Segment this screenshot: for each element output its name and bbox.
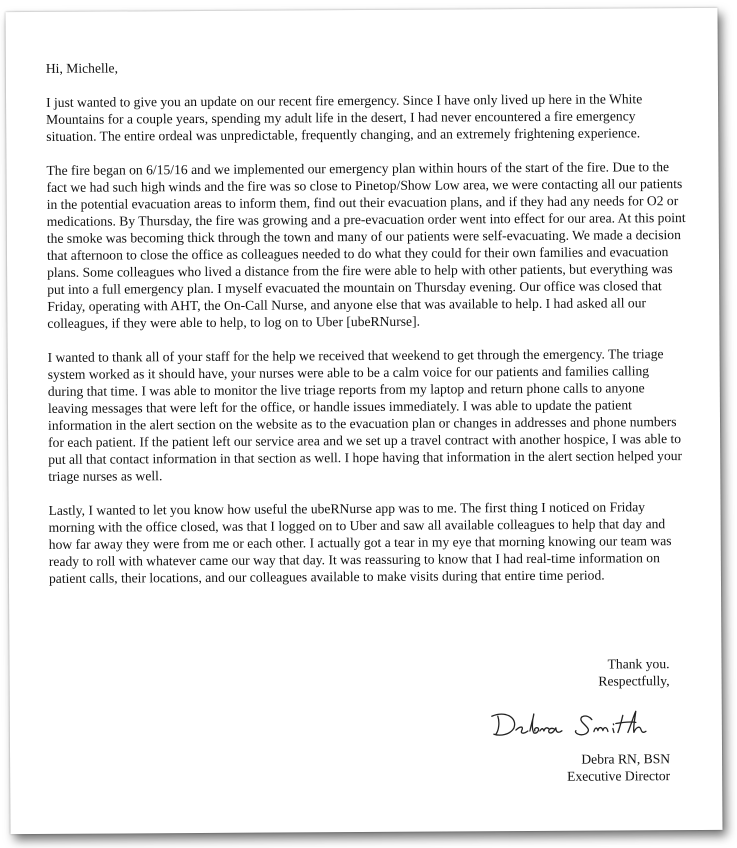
letter-body [46,56,689,604]
paragraph-fire-timeline: The fire began on 6/15/16 and we implemented our emergency plan within hours of the start of the fire. Due to the fact we had such high winds and the fire was so close to Pinetop/Show Low area, we were contacting all our patients in the potential evacuation areas to inform them, find out their evacuation plans, and if they had any needs for O2 or medications. By Thursday, the fire was growing and a pre-evacuation order went into effect for our area. At this point the smoke was becoming thick through the town and many of our patients were self-evacuating. We made a decision that afternoon to close the office as colleagues needed to do what they could for their own families and evacuation plans. Some colleagues who lived a distance from the fire were able to help with other patients, but everything was put into a full emergency plan. I myself evacuated the mountain on Thursday evening. Our office was closed that Friday, operating with AHT, the On-Call Nurse, and anyone else that was available to help. I had asked all our colleagues, if they were able to help, to log on to Uber [ubeRNurse]. [46,159,686,331]
signer-title: Executive Director [567,768,671,784]
paragraph-app-feedback: Lastly, I wanted to let you know how useful the ubeRNurse app was to me. The first thing I noticed on Friday morning with the office closed, was that I logged on to Uber and saw all available colleagues to help that day and how far away they were from me or each other. I actually got a tear in my eye that morning knowing our team was ready to roll with whatever came our way that day. It was reassuring to know that I had real-time information on patient calls, their locations, and our colleagues available to make visits during that entire time period. [48,499,672,586]
closing-respectfully: Respectfully, [598,673,670,689]
closing-thank-you: Thank you. [607,656,670,672]
signer-name: Debra RN, BSN [581,751,671,767]
letter-sheet [5,8,722,834]
paragraph-intro: I just wanted to give you an update on our recent fire emergency. Since I have only lived up here in the White Mountains for a couple years, spending my adult life in the desert, I had never encountered a fire emergency situation. The entire ordeal was unpredictable, frequently changing, and an extremely frightening experience. [46,91,643,144]
closing-block [598,655,669,689]
signature-block [567,750,670,785]
paragraph-thanks: I wanted to thank all of your staff for the help we received that weekend to get through the emergency. The triage system worked as it should have, your nurses were able to be a calm voice for our patients and families calling during that time. I was able to monitor the live triage reports from my laptop and return phone calls to anyone leaving messages that were left for the office, or handle issues immediately. I was able to update the patient information in the alert section on the website as to the evacuation plan or changes in addresses and phone numbers for each patient. If the patient left our service area and we set up a travel contract with another hospice, I was able to put all that contact information in that section as well. I hope having that information in the alert section helped your triage nurses as well. [47,346,683,484]
greeting: Hi, Michelle, [45,60,118,76]
handwritten-signature [480,703,690,744]
